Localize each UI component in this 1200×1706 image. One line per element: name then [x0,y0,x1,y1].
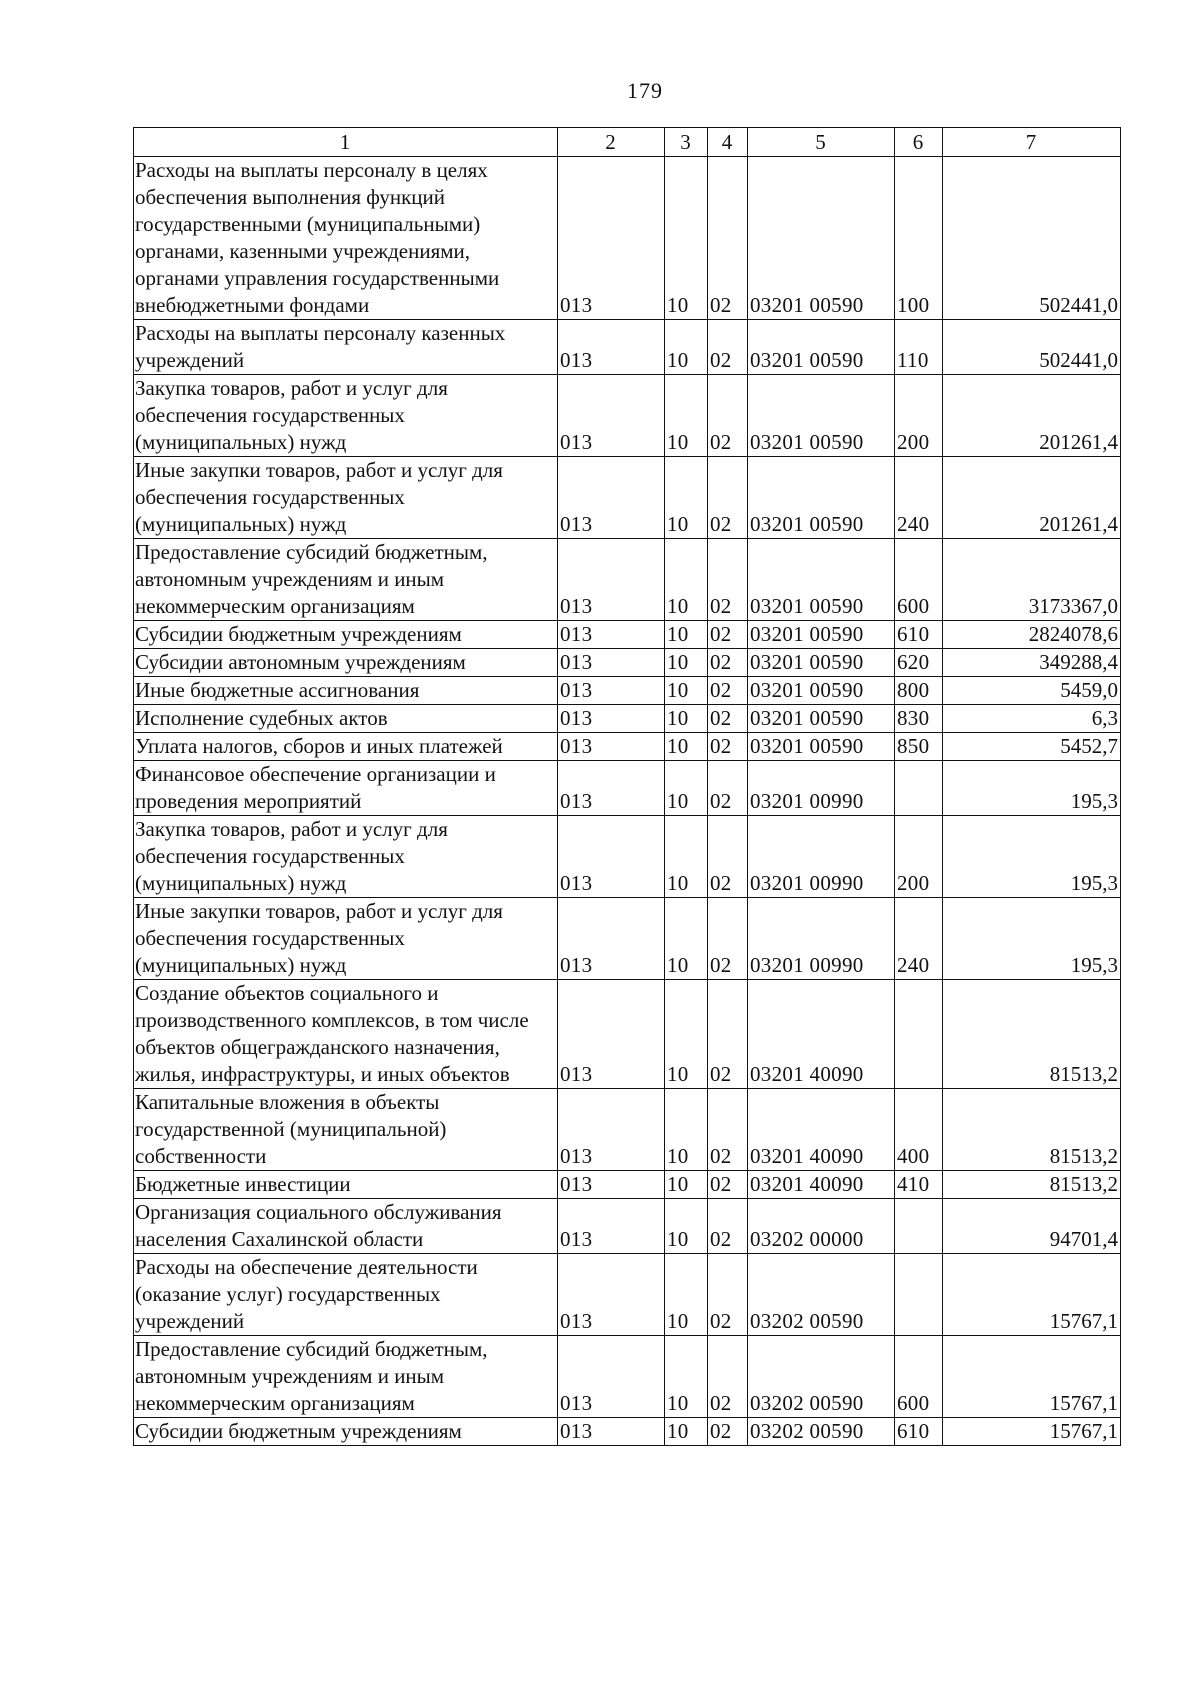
row-expense-type: 200 [895,375,943,457]
row-subsection: 02 [708,1171,748,1199]
row-admin-code: 013 [558,705,665,733]
row-target-article: 03201 40090 [748,980,895,1089]
row-amount: 195,3 [943,816,1121,898]
row-admin-code: 013 [558,761,665,816]
row-subsection: 02 [708,733,748,761]
row-expense-type: 410 [895,1171,943,1199]
row-admin-code: 013 [558,1418,665,1446]
row-subsection: 02 [708,677,748,705]
row-name: Субсидии автономным учреждениям [134,649,558,677]
table-row [134,1418,1121,1446]
row-subsection: 02 [708,1336,748,1418]
row-expense-type: 620 [895,649,943,677]
table-row [134,1254,1121,1336]
row-expense-type [895,1199,943,1254]
row-subsection: 02 [708,1418,748,1446]
row-name: Субсидии бюджетным учреждениям [134,621,558,649]
header-col-2: 2 [558,128,665,157]
row-section: 10 [665,761,708,816]
row-expense-type: 830 [895,705,943,733]
header-col-1: 1 [134,128,558,157]
row-expense-type: 110 [895,320,943,375]
table-row [134,1089,1121,1171]
table-row [134,157,1121,320]
row-admin-code: 013 [558,1199,665,1254]
row-amount: 81513,2 [943,1171,1121,1199]
row-expense-type: 850 [895,733,943,761]
row-admin-code: 013 [558,539,665,621]
row-target-article: 03201 40090 [748,1171,895,1199]
header-col-4: 4 [708,128,748,157]
row-section: 10 [665,898,708,980]
header-col-5: 5 [748,128,895,157]
row-target-article: 03201 40090 [748,1089,895,1171]
table-row [134,457,1121,539]
row-name: Закупка товаров, работ и услуг для обеспечения государственных (муниципальных) нужд [134,816,558,898]
row-amount: 201261,4 [943,375,1121,457]
row-section: 10 [665,705,708,733]
row-subsection: 02 [708,539,748,621]
row-amount: 5452,7 [943,733,1121,761]
row-subsection: 02 [708,980,748,1089]
page-number: 179 [627,78,663,103]
row-section: 10 [665,157,708,320]
row-name: Расходы на выплаты персоналу казенных учреждений [134,320,558,375]
row-amount: 15767,1 [943,1254,1121,1336]
row-admin-code: 013 [558,157,665,320]
table-row [134,1171,1121,1199]
row-target-article: 03202 00590 [748,1418,895,1446]
row-target-article: 03201 00590 [748,375,895,457]
row-subsection: 02 [708,457,748,539]
row-admin-code: 013 [558,816,665,898]
row-target-article: 03202 00590 [748,1254,895,1336]
header-col-6: 6 [895,128,943,157]
row-section: 10 [665,1418,708,1446]
row-target-article: 03202 00000 [748,1199,895,1254]
row-subsection: 02 [708,761,748,816]
row-section: 10 [665,320,708,375]
row-admin-code: 013 [558,677,665,705]
row-section: 10 [665,375,708,457]
row-section: 10 [665,539,708,621]
row-admin-code: 013 [558,457,665,539]
row-amount: 81513,2 [943,1089,1121,1171]
header-row [134,128,1121,157]
row-amount: 5459,0 [943,677,1121,705]
row-subsection: 02 [708,705,748,733]
row-amount: 201261,4 [943,457,1121,539]
row-section: 10 [665,1254,708,1336]
row-target-article: 03201 00590 [748,733,895,761]
row-amount: 502441,0 [943,320,1121,375]
row-admin-code: 013 [558,1171,665,1199]
row-expense-type: 610 [895,1418,943,1446]
row-amount: 502441,0 [943,157,1121,320]
row-expense-type: 240 [895,898,943,980]
row-expense-type [895,1254,943,1336]
row-name: Расходы на обеспечение деятельности (оказание услуг) государственных учреждений [134,1254,558,1336]
table-row [134,375,1121,457]
row-name: Предоставление субсидий бюджетным, автономным учреждениям и иным некоммерческим организациям [134,539,558,621]
row-name: Субсидии бюджетным учреждениям [134,1418,558,1446]
row-subsection: 02 [708,1089,748,1171]
row-target-article: 03201 00590 [748,320,895,375]
row-target-article: 03201 00590 [748,457,895,539]
table-body [134,157,1121,1446]
row-subsection: 02 [708,1254,748,1336]
header-col-7: 7 [943,128,1121,157]
row-amount: 3173367,0 [943,539,1121,621]
row-name: Иные бюджетные ассигнования [134,677,558,705]
row-section: 10 [665,816,708,898]
row-target-article: 03201 00990 [748,898,895,980]
row-section: 10 [665,733,708,761]
table-row [134,761,1121,816]
row-expense-type: 400 [895,1089,943,1171]
table-row [134,649,1121,677]
row-expense-type [895,980,943,1089]
row-subsection: 02 [708,157,748,320]
row-section: 10 [665,621,708,649]
row-section: 10 [665,1171,708,1199]
header-col-3: 3 [665,128,708,157]
row-expense-type: 800 [895,677,943,705]
row-target-article: 03201 00590 [748,705,895,733]
row-expense-type: 600 [895,1336,943,1418]
row-name: Бюджетные инвестиции [134,1171,558,1199]
row-amount: 349288,4 [943,649,1121,677]
row-section: 10 [665,1199,708,1254]
row-subsection: 02 [708,1199,748,1254]
row-target-article: 03201 00590 [748,539,895,621]
row-name: Исполнение судебных актов [134,705,558,733]
row-amount: 195,3 [943,898,1121,980]
row-name: Организация социального обслуживания населения Сахалинской области [134,1199,558,1254]
row-admin-code: 013 [558,621,665,649]
row-admin-code: 013 [558,733,665,761]
row-name: Создание объектов социального и производственного комплексов, в том числе объектов общегражданского назначения, жилья, инфраструктуры, и иных объектов [134,980,558,1089]
row-subsection: 02 [708,320,748,375]
table-row [134,621,1121,649]
row-target-article: 03201 00590 [748,157,895,320]
row-expense-type: 610 [895,621,943,649]
row-subsection: 02 [708,816,748,898]
row-expense-type [895,761,943,816]
row-section: 10 [665,980,708,1089]
table-row [134,320,1121,375]
row-target-article: 03201 00990 [748,816,895,898]
row-amount: 81513,2 [943,980,1121,1089]
row-subsection: 02 [708,621,748,649]
row-target-article: 03201 00590 [748,649,895,677]
row-amount: 195,3 [943,761,1121,816]
row-admin-code: 013 [558,320,665,375]
table-row [134,733,1121,761]
table-header [134,128,1121,157]
row-name: Иные закупки товаров, работ и услуг для обеспечения государственных (муниципальных) нужд [134,457,558,539]
row-section: 10 [665,649,708,677]
table-row [134,980,1121,1089]
row-admin-code: 013 [558,1254,665,1336]
row-section: 10 [665,1336,708,1418]
row-name: Расходы на выплаты персоналу в целях обеспечения выполнения функций государственными (муниципальными) органами, казенными учреждениями, органами управления государственными внебюджетными фондами [134,157,558,320]
table-row [134,539,1121,621]
row-admin-code: 013 [558,898,665,980]
row-target-article: 03201 00590 [748,677,895,705]
table-row [134,816,1121,898]
row-amount: 15767,1 [943,1336,1121,1418]
row-amount: 2824078,6 [943,621,1121,649]
row-section: 10 [665,677,708,705]
row-section: 10 [665,457,708,539]
row-name: Финансовое обеспечение организации и проведения мероприятий [134,761,558,816]
row-admin-code: 013 [558,1089,665,1171]
table-row [134,1336,1121,1418]
row-expense-type: 100 [895,157,943,320]
row-subsection: 02 [708,375,748,457]
row-target-article: 03202 00590 [748,1336,895,1418]
table-row [134,677,1121,705]
row-target-article: 03201 00590 [748,621,895,649]
row-admin-code: 013 [558,1336,665,1418]
row-amount: 6,3 [943,705,1121,733]
table-row [134,898,1121,980]
row-name: Предоставление субсидий бюджетным, автономным учреждениям и иным некоммерческим организациям [134,1336,558,1418]
row-expense-type: 600 [895,539,943,621]
row-admin-code: 013 [558,375,665,457]
row-name: Уплата налогов, сборов и иных платежей [134,733,558,761]
row-expense-type: 240 [895,457,943,539]
row-name: Закупка товаров, работ и услуг для обеспечения государственных (муниципальных) нужд [134,375,558,457]
table-row [134,705,1121,733]
row-name: Капитальные вложения в объекты государственной (муниципальной) собственности [134,1089,558,1171]
table-row [134,1199,1121,1254]
row-admin-code: 013 [558,649,665,677]
row-amount: 15767,1 [943,1418,1121,1446]
row-amount: 94701,4 [943,1199,1121,1254]
row-admin-code: 013 [558,980,665,1089]
row-name: Иные закупки товаров, работ и услуг для обеспечения государственных (муниципальных) нужд [134,898,558,980]
row-subsection: 02 [708,649,748,677]
budget-table [133,127,1121,1446]
row-section: 10 [665,1089,708,1171]
row-subsection: 02 [708,898,748,980]
row-expense-type: 200 [895,816,943,898]
row-target-article: 03201 00990 [748,761,895,816]
